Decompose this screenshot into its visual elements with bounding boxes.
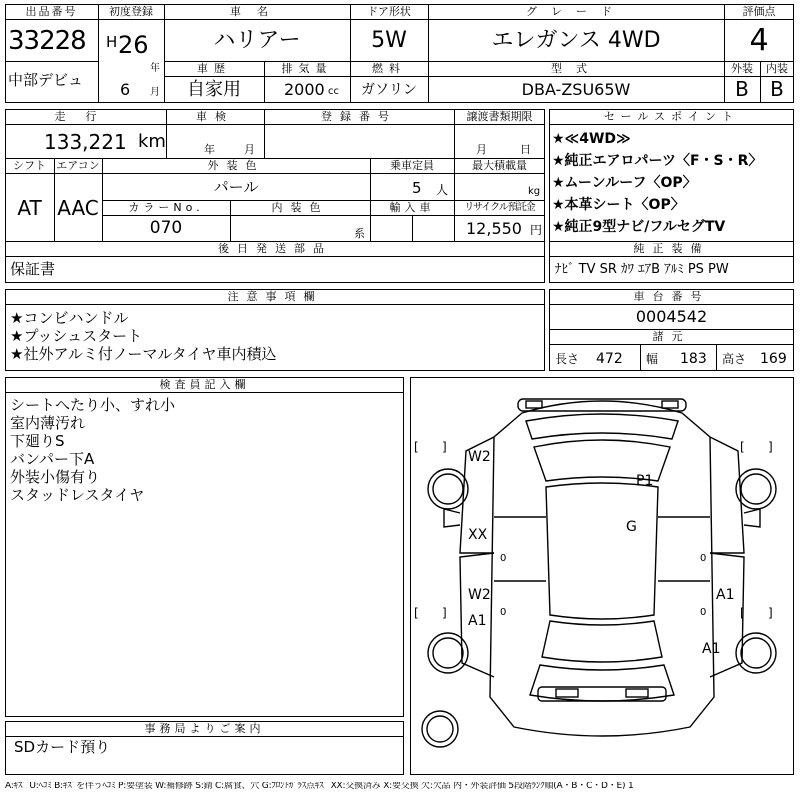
mark-g: G <box>626 519 637 535</box>
inspection-year-unit: 年 <box>204 143 215 156</box>
sales-point: ★本革シート〈OP〉 <box>552 197 685 213</box>
inspector-notes <box>10 396 175 504</box>
bracket: [ <box>414 606 419 620</box>
capacity-header: 乗車定員 <box>390 159 434 172</box>
lot-no-header: 出品番号 <box>25 5 78 18</box>
mark-a1-right: A1 <box>716 587 735 603</box>
bracket: ] <box>768 440 773 454</box>
aircon-value: AAC <box>57 196 99 220</box>
inspector-header: 検査員記入欄 <box>159 378 250 391</box>
mark-w2-front: W2 <box>468 449 491 465</box>
transfer-day-unit: 日 <box>520 143 531 156</box>
bracket: [ <box>414 440 419 454</box>
mark-p1: P1 <box>636 473 654 489</box>
import-header: 輸入車 <box>389 201 435 214</box>
notes-header: 注意事項欄 <box>227 290 323 303</box>
inspector-note: スタッドレスタイヤ <box>10 486 145 504</box>
rear-window <box>542 621 662 662</box>
model-code: DBA-ZSU65W <box>521 80 631 99</box>
sales-point: ★≪4WD≫ <box>552 131 631 147</box>
spec-height-value: 169 <box>760 351 787 367</box>
transfer-doc-header: 譲渡書類期限 <box>466 110 533 123</box>
shift-value: AT <box>17 196 42 220</box>
inspection-header: 車検 <box>196 110 234 123</box>
score-header: 評価点 <box>742 5 776 18</box>
fuel-value: ガソリン <box>361 82 417 98</box>
lot-number: 33228 <box>8 26 86 56</box>
aircon-header: エアコン <box>56 159 100 172</box>
genuine-equip-header: 純正装備 <box>633 242 710 255</box>
trunk <box>530 665 674 701</box>
car-name-header: 車名 <box>230 5 284 18</box>
reg-year: 26 <box>118 31 149 59</box>
roof <box>546 483 658 619</box>
mark-zero: 0 <box>500 553 507 564</box>
spec-length-value: 472 <box>596 351 623 367</box>
office-info: SDカード預り <box>14 738 111 756</box>
bracket: ] <box>442 440 447 454</box>
mark-a1-left: A1 <box>468 613 487 629</box>
shift-header: シフト <box>13 159 46 172</box>
era-letter: H <box>106 33 118 51</box>
max-load-unit: kg <box>528 186 541 197</box>
year-unit: 年 <box>150 63 160 74</box>
mark-zero: 0 <box>500 607 507 618</box>
ext-color-header: 外装色 <box>207 159 265 172</box>
note-item: ★社外アルミ付ノーマルタイヤ車内積込 <box>10 345 277 363</box>
notes-list <box>10 309 277 363</box>
car-body-outline <box>490 401 714 736</box>
front-left-tire <box>428 469 468 509</box>
int-color-header: 内装色 <box>271 201 329 214</box>
chassis-number: 0004542 <box>635 307 708 326</box>
color-no-header: カラーNo. <box>128 201 204 214</box>
spec-width-label: 幅 <box>646 352 659 366</box>
ext-color-value: パール <box>213 178 259 196</box>
mileage-value: 133,221 <box>44 130 127 154</box>
first-reg-header: 初度登録 <box>109 5 153 18</box>
mark-w2-rear: W2 <box>468 587 491 603</box>
sales-point: ★純正9型ナビ/フルセグTV <box>552 219 726 235</box>
reg-no-header: 登録番号 <box>321 110 397 123</box>
mark-zero: 0 <box>700 553 707 564</box>
door-header: ドア形状 <box>367 5 411 18</box>
inspector-note: シートへたり小、すれ小 <box>10 396 176 414</box>
note-item: ★プッシュスタート <box>10 327 143 345</box>
color-no-value: 070 <box>149 218 183 238</box>
bracket: ] <box>442 606 447 620</box>
model-code-header: 型式 <box>551 62 601 75</box>
recycle-unit: 円 <box>530 223 543 237</box>
spec-width-value: 183 <box>680 351 707 367</box>
chassis-header: 車台番号 <box>633 290 710 303</box>
recycle-value: 12,550 <box>466 219 522 238</box>
bracket: [ <box>740 440 745 454</box>
car-diagram <box>410 377 794 775</box>
interior-grade: B <box>770 77 784 101</box>
door-type: 5W <box>371 28 407 53</box>
note-item: ★コンビハンドル <box>10 309 129 327</box>
later-parts-value: 保証書 <box>10 260 56 278</box>
inspector-note: バンパー下A <box>10 450 95 468</box>
sales-point: ★純正エアロパーツ〈F・S・R〉 <box>552 153 763 169</box>
genuine-equip-value: ﾅﾋﾞ TV SR ｶﾜ ｴｱB ｱﾙﾐ PS PW <box>555 262 729 277</box>
spec-length-label: 長さ <box>555 352 580 366</box>
transfer-month-unit: 月 <box>476 143 487 156</box>
displacement-value: 2000 <box>284 80 325 99</box>
recycle-header: リサイクル預託金 <box>464 202 535 213</box>
exterior-grade: B <box>735 77 749 101</box>
score-value: 4 <box>749 23 769 58</box>
debut-label: 中部デビュ <box>8 71 84 89</box>
int-color-unit: 系 <box>354 227 365 240</box>
inspector-note: 室内薄汚れ <box>10 414 86 432</box>
interior-header: 内装 <box>766 62 788 75</box>
displacement-unit: cc <box>328 86 339 97</box>
front-right-tire <box>736 469 776 509</box>
legend: A:ｷｽﾞ U:ﾍｺﾐ B:ｷｽﾞを伴うﾍｺﾐ P:要塗装 W:補修跡 S:錆 C:腐食、穴 G:ﾌﾛﾝﾄｶﾞﾗｽ点ｷｽﾞ XX:交換済み X:要交換 欠:欠品 内・外装評価 5段階ﾗﾝｸ順(A・B・C・D・E) 1 <box>5 782 634 791</box>
mark-a1-rear: A1 <box>702 641 721 657</box>
inspector-note: 外装小傷有り <box>10 468 101 486</box>
office-header: 事務局よりご案内 <box>144 722 265 735</box>
inspection-month-unit: 月 <box>244 143 255 156</box>
mark-xx: XX <box>468 527 488 543</box>
reg-month: 6 <box>120 80 131 99</box>
max-load-header: 最大積載量 <box>472 159 527 172</box>
hood <box>526 414 678 439</box>
capacity-value: 5 <box>412 179 422 197</box>
spec-height-label: 高さ <box>722 352 747 366</box>
sales-points-list <box>552 128 762 238</box>
grade: エレガンス 4WD <box>491 28 661 53</box>
fuel-header: 燃料 <box>372 62 406 75</box>
specs-header: 諸元 <box>652 330 691 343</box>
mileage-header: 走行 <box>54 110 117 123</box>
bracket: ] <box>768 606 773 620</box>
exterior-header: 外装 <box>731 62 753 75</box>
history-header: 車歴 <box>197 62 231 75</box>
sales-points-header: セールスポイント <box>603 110 739 123</box>
mileage-unit: km <box>138 131 166 152</box>
displacement-header: 排気量 <box>281 62 333 75</box>
car-name: ハリアー <box>213 28 301 53</box>
bracket: [ <box>740 606 745 620</box>
month-unit: 月 <box>150 87 160 98</box>
later-parts-header: 後日発送部品 <box>218 242 332 255</box>
capacity-unit: 人 <box>436 183 449 197</box>
mark-zero: 0 <box>700 607 707 618</box>
history-value: 自家用 <box>187 79 241 100</box>
sales-point: ★ムーンルーフ〈OP〉 <box>552 175 697 191</box>
inspector-note: 下廻りS <box>10 432 65 450</box>
grade-header: グレード <box>526 5 626 18</box>
